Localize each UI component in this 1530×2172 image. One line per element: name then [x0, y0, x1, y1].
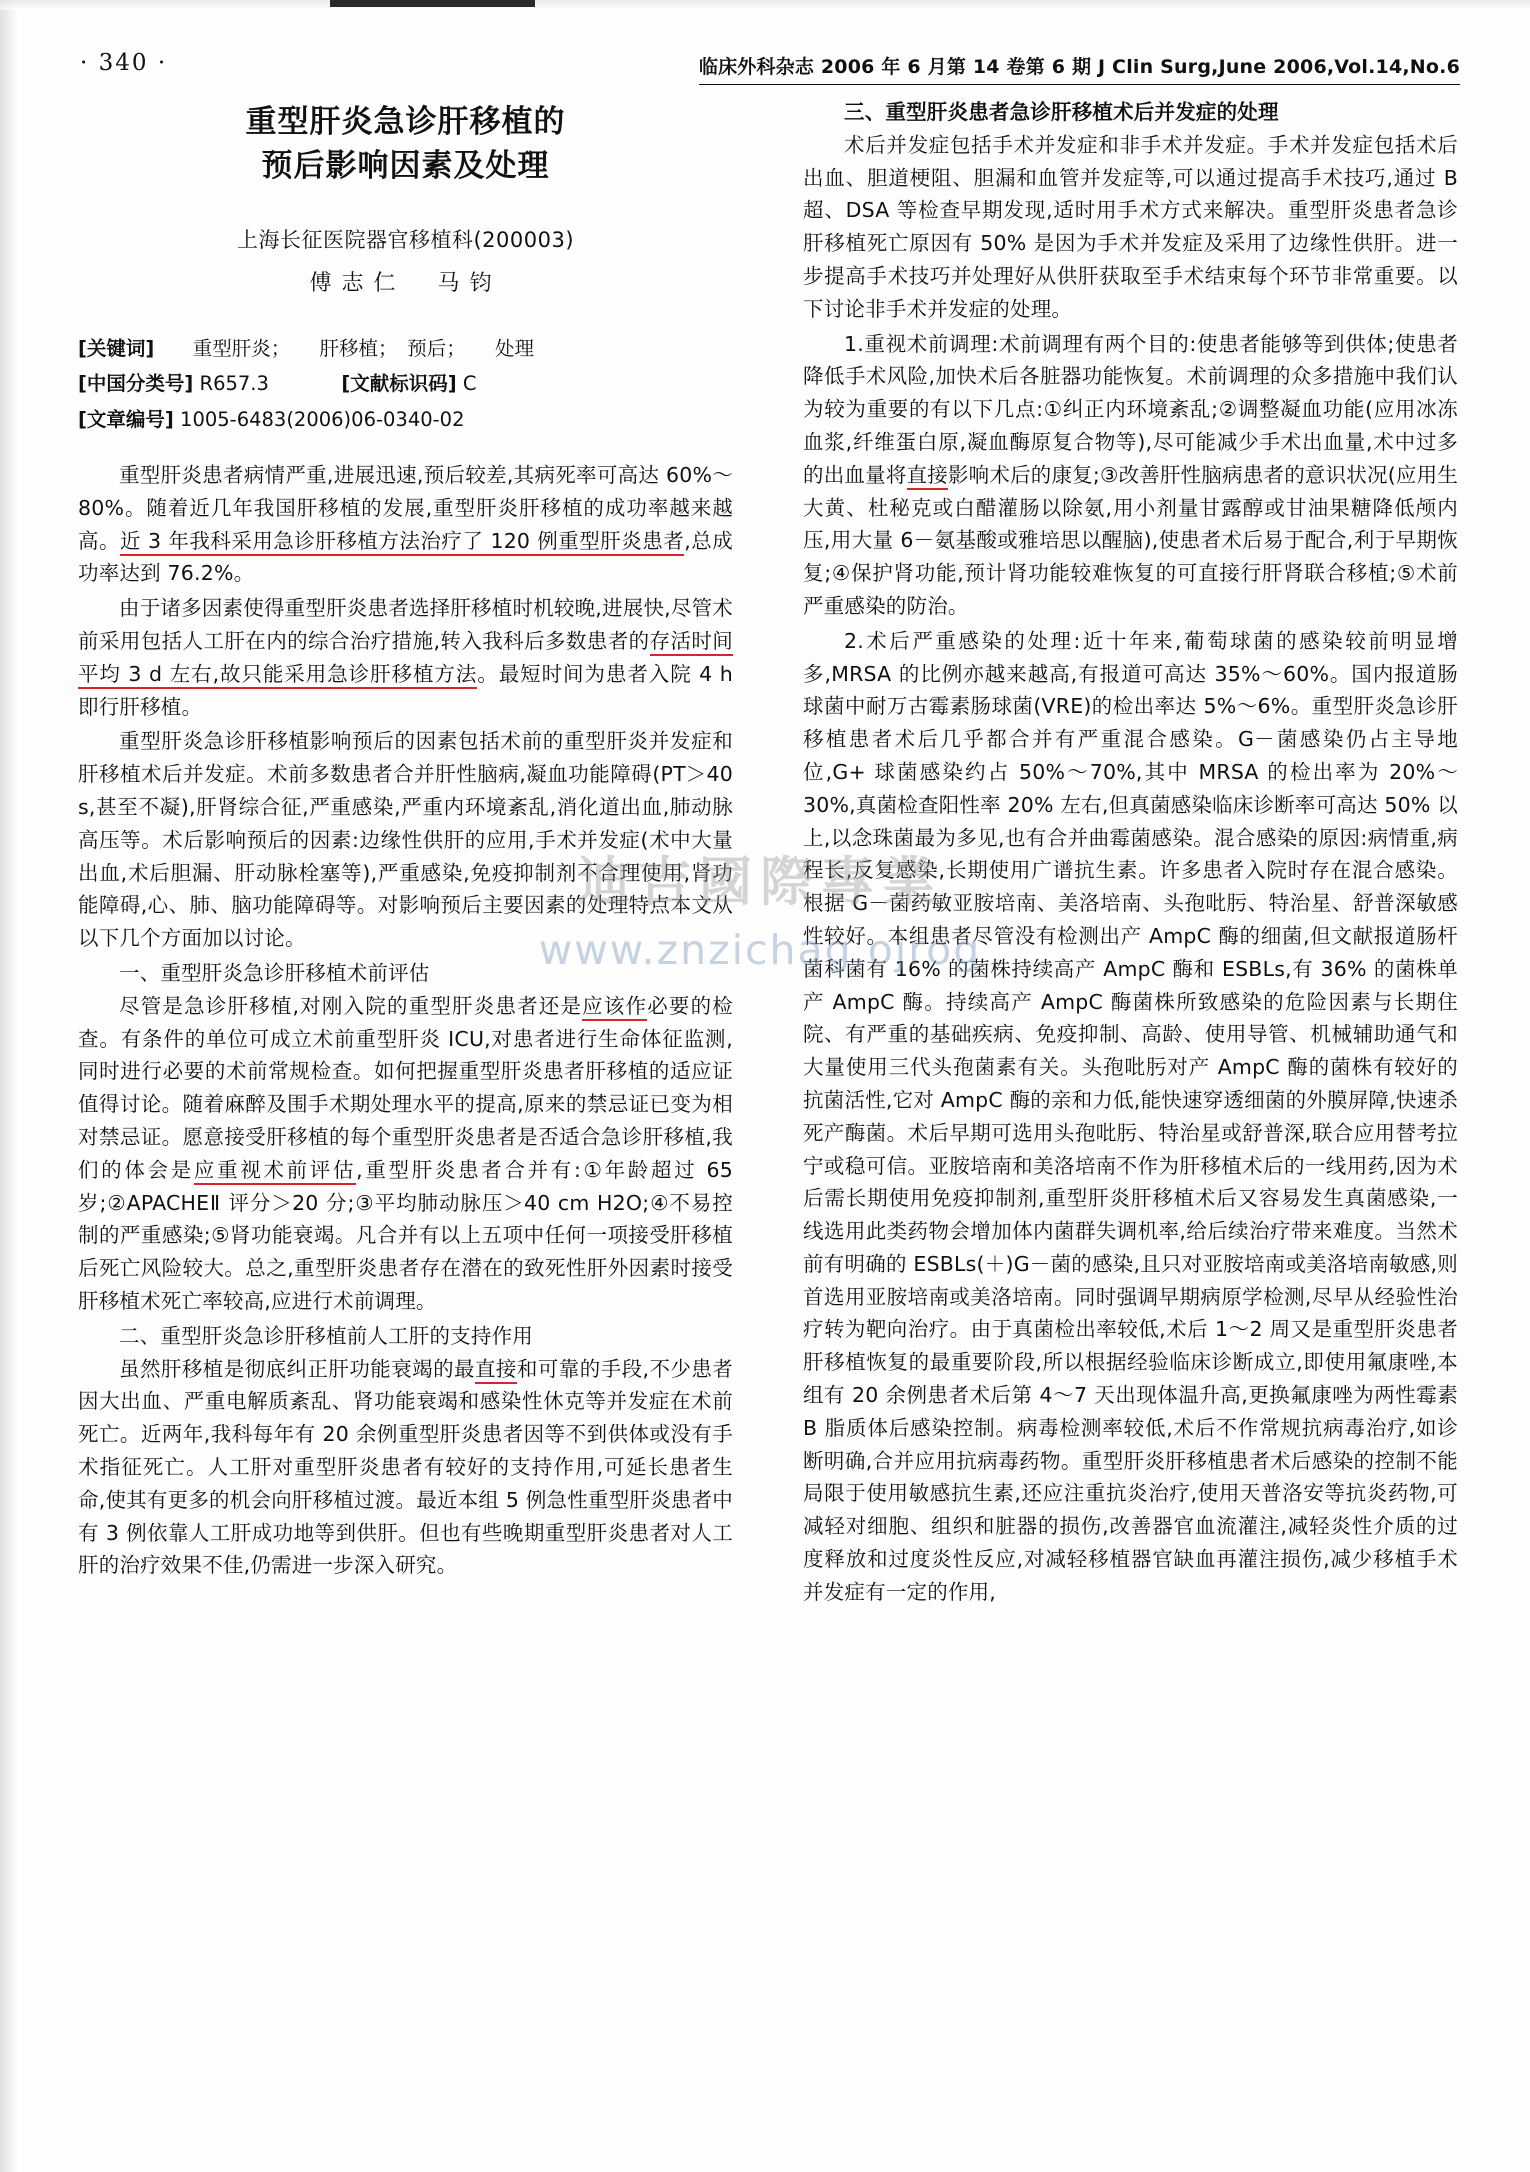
article-title-line-1: 重型肝炎急诊肝移植的 [245, 104, 566, 140]
scan-artifact-mark [330, 0, 535, 7]
paragraph: 尽管是急诊肝移植,对刚入院的重型肝炎患者还是应该作必要的检查。有条件的单位可成立术前重型肝炎 ICU,对患者进行生命体征监测,同时进行必要的术前常规检查。如何把握重型肝炎患者肝移植的适应证值得讨论。随着麻醉及围手术期处理水平的提高,原来的禁忌证已变为相对禁忌证。愿意接受肝移植的每个重型肝炎患者是否适合急诊肝移植,我们的体会是应重视术前评估,重型肝炎患者合并有:①年龄超过 65 岁;②APACHEⅡ 评分＞20 分;③平均肺动脉压＞40 cm H2O;④不易控制的严重感染;⑤肾功能衰竭。凡合并有以上五项中任何一项接受肝移植后死亡风险较大。总之,重型肝炎患者存在潜在的致死性肝外因素时接受肝移植术死亡率较高,应进行术前调理。 [78, 993, 734, 1313]
clc-value: R657.3 [199, 372, 269, 396]
scan-edge-shadow [0, 0, 18, 2172]
article-title-line-2: 预后影响因素及处理 [261, 148, 550, 185]
article-id-label: [文章编号] [78, 407, 174, 431]
left-column [78, 96, 733, 1582]
paragraph: 重型肝炎患者病情严重,进展迅速,预后较差,其病死率可高达 60%～80%。随着近几年我国肝移植的发展,重型肝炎肝移植的成功率越来越高。近 3 年我科采用急诊肝移植方法治疗了 120 例重型肝炎患者,总成功率达到 76.2%。 [78, 463, 733, 586]
article-title [78, 100, 733, 188]
paragraph: 由于诸多因素使得重型肝炎患者选择肝移植时机较晚,进展快,尽管术前采用包括人工肝在内的综合治疗措施,转入我科后多数患者的存活时间平均 3 d 左右,故只能采用急诊肝移植方法。最短时间为患者入院 4 h 即行肝移植。 [78, 596, 733, 719]
article-id-value: 1005-6483(2006)06-0340-02 [180, 407, 465, 431]
running-head: 临床外科杂志 2006 年 6 月第 14 卷第 6 期 J Clin Surg,June 2006,Vol.14,No.6 [699, 52, 1460, 85]
scan-edge-shadow-top [0, 0, 1530, 10]
article-id-line [78, 402, 733, 437]
paragraph: 重型肝炎急诊肝移植影响预后的因素包括术前的重型肝炎并发症和肝移植术后并发症。术前多数患者合并肝性脑病,凝血功能障碍(PT＞40 s,甚至不凝),肝肾综合征,严重感染,严重内环境紊乱,消化道出血,肺动脉高压等。术后影响预后的因素:边缘性供肝的应用,手术并发症(术中大量出血,术后胆漏、肝动脉栓塞等),严重感染,免疫抑制剂不合理使用,肾功能障碍,心、肺、脑功能障碍等。对影响预后主要因素的处理特点本文从以下几个方面加以讨论。 [78, 729, 733, 951]
keywords-label: [关键词] [78, 336, 155, 360]
keywords-line [78, 331, 733, 366]
page-number: · 340 · [80, 50, 168, 76]
paragraph: 2.术后严重感染的处理:近十年来,葡萄球菌的感染较前明显增多,MRSA 的比例亦越来越高,有报道可高达 35%～60%。国内报道肠球菌中耐万古霉素肠球菌(VRE)的检出率达 5%～6%。重型肝炎急诊肝移植患者术后几乎都合并有严重混合感染。G－菌感染仍占主导地位,G+ 球菌感染约占 50%～70%,其中 MRSA 的检出率为 20%～30%,真菌检查阳性率 20% 左右,但真菌感染临床诊断率可高达 50% 以上,以念珠菌最为多见,也有合并曲霉菌感染。混合感染的原因:病情重,病程长,反复感染,长期使用广谱抗生素。许多患者入院时存在混合感染。根据 G－菌药敏亚胺培南、美洛培南、头孢吡肟、特治星、舒普深敏感性较好。本组患者尽管没有检测出产 AmpC 酶的细菌,但文献报道肠杆菌科菌有 16% 的菌株持续高产 AmpC 酶和 ESBLs,有 36% 的菌株单产 AmpC 酶。持续高产 AmpC 酶菌株所致感染的危险因素与长期住院、有严重的基础疾病、免疫抑制、高龄、使用导管、机械辅助通气和大量使用三代头孢菌素有关。头孢吡肟对产 AmpC 酶的菌株有较好的抗菌活性,它对 AmpC 酶的亲和力低,能快速穿透细菌的外膜屏障,快速杀死产酶菌。术后早期可选用头孢吡肟、特治星或舒普深,联合应用替考拉宁或稳可信。亚胺培南和美洛培南不作为肝移植术后的一线用药,因为术后需长期使用免疫抑制剂,重型肝炎肝移植术后又容易发生真菌感染,一线选用此类药物会增加体内菌群失调机率,给后续治疗带来难度。当然术前有明确的 ESBLs(＋)G－菌的感染,且只对亚胺培南或美洛培南敏感,则首选用亚胺培南或美洛培南。同时强调早期病原学检测,尽早从经验性治疗转为靶向治疗。由于真菌检出率较低,术后 1～2 周又是重型肝炎患者肝移植恢复的最重要阶段,所以根据经验临床诊断成立,即使用氟康唑,本组有 20 余例患者术后第 4～7 天出现体温升高,更换氟康唑为两性霉素 B 脂质体后感染控制。病毒检测率较低,术后不作常规抗病毒治疗,如诊断明确,合并应用抗病毒药物。重型肝炎肝移植患者术后感染的控制不能局限于使用敏感抗生素,还应注重抗炎治疗,使用天普洛安等抗炎药物,可减轻对细胞、组织和脏器的损伤,改善器官血流灌注,减轻炎性介质的过度释放和过度炎性反应,对减轻移植器官缺血再灌注损伤,减少移植手术并发症有一定的作用, [803, 628, 1458, 1604]
clc-line [78, 366, 733, 401]
document-code-value: C [462, 372, 477, 396]
clc-label: [中国分类号] [78, 372, 194, 396]
paragraph: 术后并发症包括手术并发症和非手术并发症。手术并发症包括术后出血、胆道梗阻、胆漏和血管并发症等,可以通过提高手术技巧,通过 B 超、DSA 等检查早期发现,适时用手术方式来解决。重型肝炎患者急诊肝移植死亡原因有 50% 是因为手术并发症及采用了边缘性供肝。进一步提高手术技巧并处理好从供肝获取至手术结束每个环节非常重要。以下讨论非手术并发症的处理。 [803, 132, 1458, 321]
page-header [80, 48, 1460, 82]
affiliation: 上海长征医院器官移植科(200003) [236, 228, 575, 253]
watermark-chinese: 迪吉國際專業 [577, 851, 943, 913]
section-heading-1: 一、重型肝炎急诊肝移植术前评估 [119, 961, 430, 986]
document-code-label: [文献标识码] [341, 372, 457, 396]
right-column [803, 96, 1458, 1609]
section-heading-3: 三、重型肝炎患者急诊肝移植术后并发症的处理 [844, 100, 1279, 124]
paragraph: 1.重视术前调理:术前调理有两个目的:使患者能够等到供体;使患者降低手术风险,加快术后各脏器功能恢复。术前调理的众多措施中我们认为较为重要的有以下几点:①纠正内环境紊乱;②调整凝血功能(应用冰冻血浆,纤维蛋白原,凝血酶原复合物等),尽可能减少手术出血量,术中过多的出血量将直接影响术后的康复;③改善肝性脑病患者的意识状况(应用生大黄、杜秘克或白醋灌肠以除氨,用小剂量甘露醇或甘油果糖降低颅内压,用大量 6－氨基酸或雅培思以醒脑),使患者术后易于配合,利于早期恢复;④保护肾功能,预计肾功能较难恢复的可直接行肝肾联合移植;⑤术前严重感染的防治。 [803, 331, 1459, 618]
authors: 傅志仁 马钧 [309, 270, 502, 296]
article-metadata [78, 331, 733, 437]
two-column-body [78, 96, 1458, 2136]
section-heading-2: 二、重型肝炎急诊肝移植前人工肝的支持作用 [119, 1323, 533, 1348]
keywords-value: 重型肝炎； 肝移植； 预后； 处理 [192, 336, 534, 360]
watermark-url: www.znzichag.ojrog [538, 926, 982, 974]
paragraph: 虽然肝移植是彻底纠正肝功能衰竭的最直接和可靠的手段,不少患者因大出血、严重电解质紊乱、肾功能衰竭和感染性休克等并发症在术前死亡。近两年,我科每年有 20 余例重型肝炎患者因等不到供体或没有手术指征死亡。人工肝对重型肝炎患者有较好的支持作用,可延长患者生命,使其有更多的机会向肝移植过渡。最近本组 5 例急性重型肝炎患者中有 3 例依靠人工肝成功地等到供肝。但也有些晚期重型肝炎患者对人工肝的治疗效果不佳,仍需进一步深入研究。 [78, 1356, 733, 1578]
